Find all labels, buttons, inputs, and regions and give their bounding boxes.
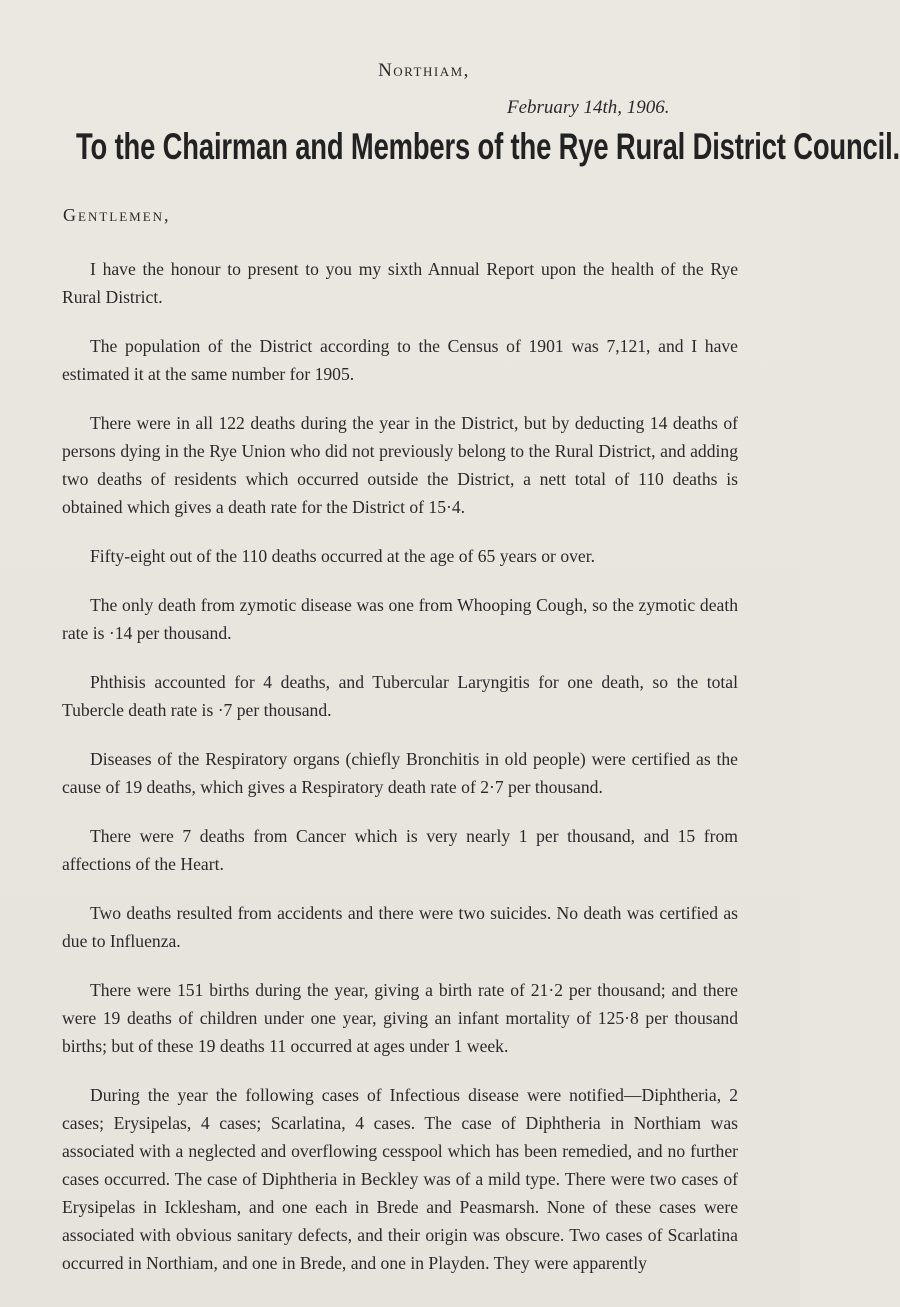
paragraph-cancer: There were 7 deaths from Cancer which is very nearly 1 per thousand, and 15 from affections of the Heart. — [62, 826, 738, 874]
paragraph-deaths: There were in all 122 deaths during the year in the District, but by deducting 14 deaths of persons dying in the Rye Union who did not previously belong to the Rural District, and adding two deaths of residents which occurred outside the District, a nett total of 110 deaths is obtained which gives a death rate for the District of 15·4. — [62, 413, 738, 517]
paragraph-births: There were 151 births during the year, giving a birth rate of 21·2 per thousand; and there were 19 deaths of children under one year, giving an infant mortality of 125·8 per thousand births; but of these 19 deaths 11 occurred at ages under 1 week. — [62, 980, 738, 1056]
paragraph-tubercle: Phthisis accounted for 4 deaths, and Tubercular Laryngitis for one death, so the total Tubercle death rate is ·7 per thousand. — [62, 672, 738, 720]
paragraph-infectious: During the year the following cases of Infectious disease were notified—Diphtheria, 2 cases; Erysipelas, 4 cases; Scarlatina, 4 cases. The case of Diphtheria in Northiam was associated with a neglected and overflowing cesspool which has been remedied, and no further cases occurred. The case of Diphtheria in Beckley was of a mild type. There were two cases of Erysipelas in Icklesham, and one each in Brede and Peasmarsh. None of these cases were associated with obvious sanitary defects, and their origin was obscure. Two cases of Scarlatina occurred in Northiam, and one in Brede, and one in Playden. They were apparently — [62, 1085, 738, 1273]
letter-salutation: Gentlemen, — [63, 205, 171, 225]
paragraph-population: The population of the District according to the Census of 1901 was 7,121, and I have estimated it at the same number for 1905. — [62, 336, 738, 384]
paragraph-zymotic: The only death from zymotic disease was one from Whooping Cough, so the zymotic death rate is ·14 per thousand. — [62, 595, 738, 643]
paragraph-age-deaths: Fifty-eight out of the 110 deaths occurred at the age of 65 years or over. — [90, 546, 596, 566]
letter-date: February 14th, 1906. — [507, 97, 670, 118]
letter-place: Northiam, — [378, 60, 470, 81]
paragraph-respiratory: Diseases of the Respiratory organs (chiefly Bronchitis in old people) were certified as the cause of 19 deaths, which gives a Respiratory death rate of 2·7 per thousand. — [62, 749, 738, 797]
report-body — [62, 255, 738, 1277]
letter-heading: To the Chairman and Members of the Rye Rural District Council. — [76, 126, 900, 167]
paragraph-accidents: Two deaths resulted from accidents and there were two suicides. No death was certified as due to Influenza. — [62, 903, 738, 951]
paragraph-intro: I have the honour to present to you my sixth Annual Report upon the health of the Rye Rural District. — [62, 259, 738, 307]
